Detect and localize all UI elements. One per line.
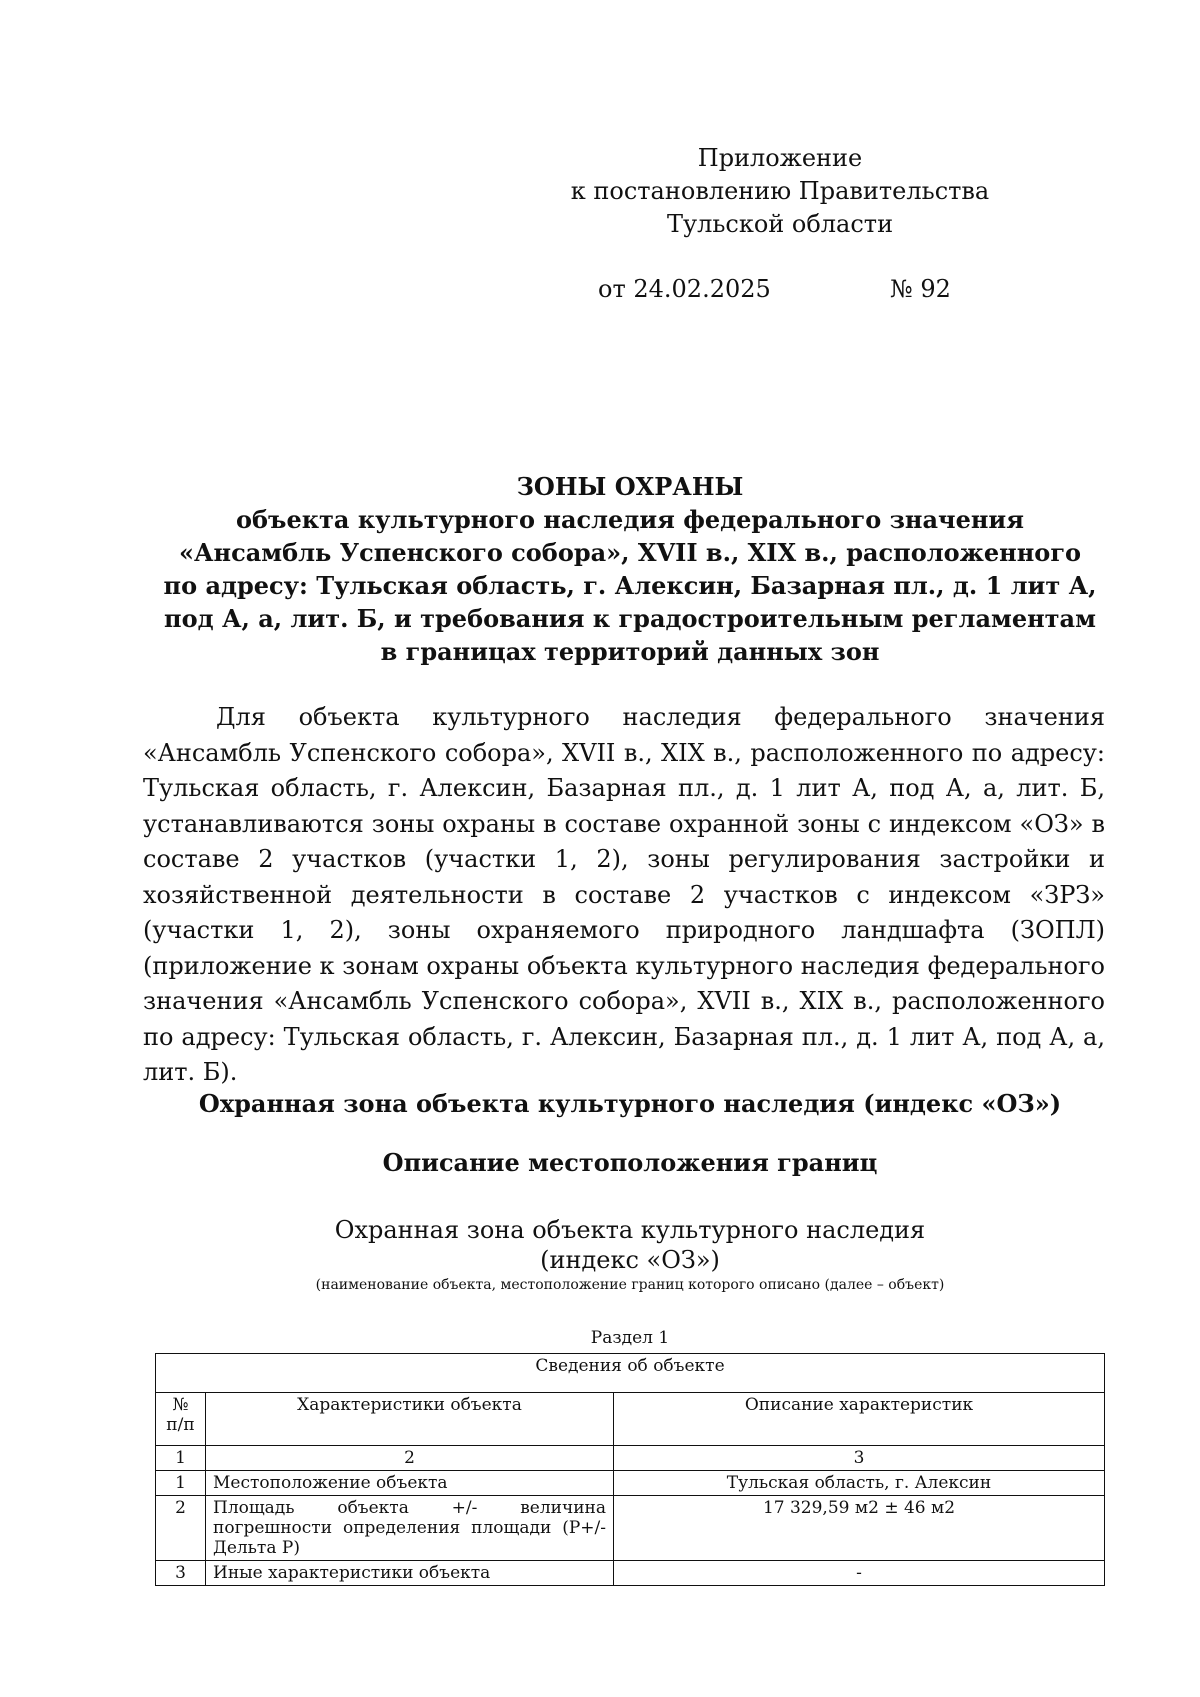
title-line-2: объекта культурного наследия федерального значения: [236, 505, 1024, 534]
row-description: 17 329,59 м2 ± 46 м2: [614, 1496, 1105, 1561]
title-line-1: ЗОНЫ ОХРАНЫ: [516, 472, 744, 501]
object-name: [140, 1215, 1120, 1275]
resolution-date: от 24.02.2025: [598, 275, 771, 303]
object-name-line-2: (индекс «ОЗ»): [540, 1246, 720, 1274]
table-row: [156, 1471, 1105, 1496]
row-characteristic: Площадь объекта +/- величина погрешности определения площади (Р+/- Дельта Р): [206, 1496, 614, 1561]
resolution-number: № 92: [890, 275, 951, 303]
row-characteristic: Иные характеристики объекта: [206, 1561, 614, 1586]
title-line-6: в границах территорий данных зон: [380, 637, 880, 666]
column-number-1: 1: [156, 1446, 206, 1471]
header-characteristics: Характеристики объекта: [206, 1393, 614, 1446]
row-characteristic: Местоположение объекта: [206, 1471, 614, 1496]
table-header-row: [156, 1393, 1105, 1446]
appendix-line-2: к постановлению Правительства: [570, 177, 990, 205]
row-description: Тульская область, г. Алексин: [614, 1471, 1105, 1496]
heading-boundary-description: Описание местоположения границ: [382, 1148, 878, 1177]
object-caption: (наименование объекта, местоположение границ которого описано (далее – объект): [315, 1277, 945, 1293]
header-description: Описание характеристик: [614, 1393, 1105, 1446]
object-name-line-1: Охранная зона объекта культурного наследия: [334, 1216, 926, 1244]
appendix-header: [560, 142, 1000, 241]
row-num: 3: [156, 1561, 206, 1586]
table-caption: Сведения об объекте: [156, 1354, 1105, 1393]
table-row: [156, 1496, 1105, 1561]
column-number-2: 2: [206, 1446, 614, 1471]
table-column-numbers-row: [156, 1446, 1105, 1471]
title-line-5: под А, а, лит. Б, и требования к градостроительным регламентам: [164, 604, 1096, 633]
document-title: [140, 470, 1120, 668]
header-num: № п/п: [156, 1393, 206, 1446]
row-description: -: [614, 1561, 1105, 1586]
appendix-line-1: Приложение: [697, 144, 863, 172]
row-num: 2: [156, 1496, 206, 1561]
title-line-3: «Ансамбль Успенского собора», XVII в., XIX в., расположенного: [178, 538, 1082, 567]
body-paragraph: Для объекта культурного наследия федерального значения «Ансамбль Успенского собора», XVII в., XIX в., расположенного по адресу: Тульская область, г. Алексин, Базарная пл., д. 1 лит А, под А, а, лит. Б, устанавливаются зоны охраны в составе охранной зоны с индексом «ОЗ» в составе 2 участков (участки 1, 2), зоны регулирования застройки и хозяйственной деятельности в составе 2 участков с индексом «ЗРЗ» (участки 1, 2), зоны охраняемого природного ландшафта (ЗОПЛ) (приложение к зонам охраны объекта культурного наследия федерального значения «Ансамбль Успенского собора», XVII в., XIX в., расположенного по адресу: Тульская область, г. Алексин, Базарная пл., д. 1 лит А, под А, а, лит. Б).: [143, 703, 1105, 1086]
row-num: 1: [156, 1471, 206, 1496]
title-line-4: по адресу: Тульская область, г. Алексин, Базарная пл., д. 1 лит А,: [163, 571, 1097, 600]
table-caption-row: [156, 1354, 1105, 1393]
object-info-table: [155, 1353, 1105, 1586]
heading-protection-zone: Охранная зона объекта культурного наследия (индекс «ОЗ»): [198, 1089, 1062, 1118]
column-number-3: 3: [614, 1446, 1105, 1471]
table-row: [156, 1561, 1105, 1586]
appendix-line-3: Тульской области: [666, 210, 894, 238]
section-label: Раздел 1: [590, 1328, 670, 1348]
